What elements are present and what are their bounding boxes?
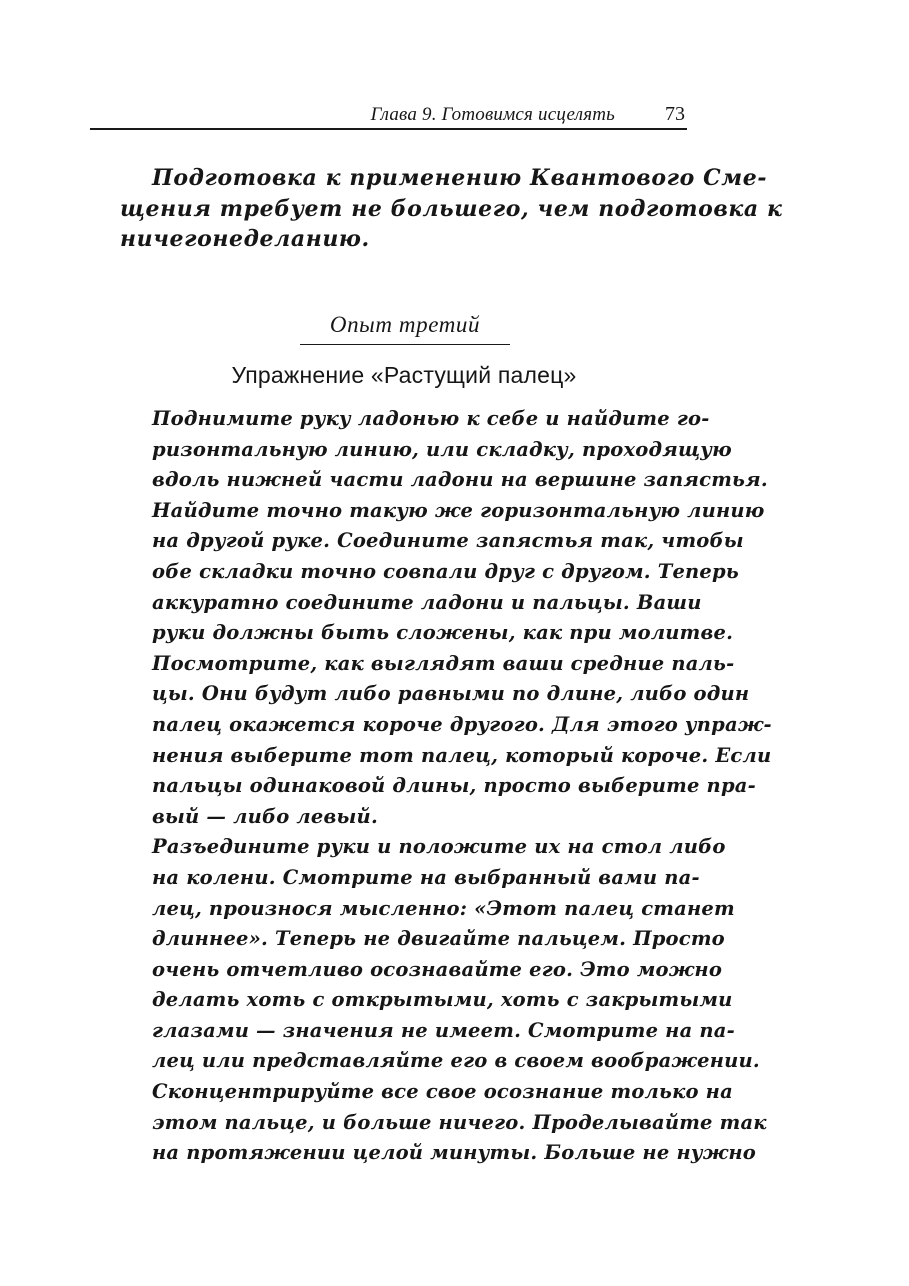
section-title: Упражнение «Растущий палец»: [231, 362, 577, 388]
text-line: ризонтальную линию, или складку, проходящую: [152, 437, 732, 461]
epigraph: [120, 163, 783, 255]
paragraph: [120, 832, 767, 1169]
text-line: Посмотрите, как выглядят ваши средние паль-: [152, 651, 735, 675]
epigraph-line: Подготовка к применению Квантового Сме-: [152, 165, 768, 191]
body-text: [120, 404, 772, 1169]
text-line: Сконцентрируйте все свое осознание только на: [152, 1080, 733, 1104]
text-line: вый — либо левый.: [152, 804, 378, 828]
text-line: руки должны быть сложены, как при молитве.: [152, 621, 734, 645]
text-line: палец окажется короче другого. Для этого упраж-: [152, 712, 772, 736]
text-line: цы. Они будут либо равными по длине, либо один: [152, 682, 750, 706]
text-line: на другой руке. Соедините запястья так, чтобы: [152, 529, 744, 553]
running-head: [90, 102, 687, 130]
text-line: Найдите точно такую же горизонтальную линию: [152, 498, 765, 522]
text-line: этом пальце, и больше ничего. Проделывайте так: [152, 1110, 767, 1134]
text-line: на протяжении целой минуты. Больше не нужно: [152, 1141, 757, 1165]
text-line: длиннее». Теперь не двигайте пальцем. Просто: [152, 927, 725, 951]
text-line: пальцы одинаковой длины, просто выберите пра-: [152, 774, 756, 798]
text-line: очень отчетливо осознавайте его. Это можно: [152, 957, 723, 981]
text-line: на колени. Смотрите на выбранный вами па-: [152, 865, 700, 889]
text-line: нения выберите тот палец, который короче. Если: [152, 743, 772, 767]
paragraph: [120, 649, 772, 833]
text-line: глазами — значения не имеет. Смотрите на па-: [152, 1018, 735, 1042]
text-line: Поднимите руку ладонью к себе и найдите го-: [152, 407, 710, 430]
text-line: обе складки точно совпали друг с другом. Теперь: [152, 559, 739, 583]
text-line: лец, произнося мысленно: «Этот палец станет: [152, 896, 735, 920]
page-number: 73: [665, 103, 685, 125]
paragraph: [120, 404, 768, 649]
text-line: аккуратно соедините ладони и пальцы. Ваши: [152, 590, 702, 614]
text-line: лец или представляйте его в своем воображении.: [152, 1049, 760, 1073]
text-line: делать хоть с открытыми, хоть с закрытыми: [152, 988, 733, 1012]
section-kicker: Опыт третий: [300, 312, 510, 345]
chapter-title: Глава 9. Готовимся исцелять: [370, 104, 615, 125]
epigraph-line: щения требует не большего, чем подготовка к: [120, 195, 783, 222]
epigraph-line: ничегонеделанию.: [120, 226, 370, 252]
text-line: Разъедините руки и положите их на стол либо: [152, 835, 726, 859]
text-line: вдоль нижней части ладони на вершине запястья.: [152, 468, 768, 492]
